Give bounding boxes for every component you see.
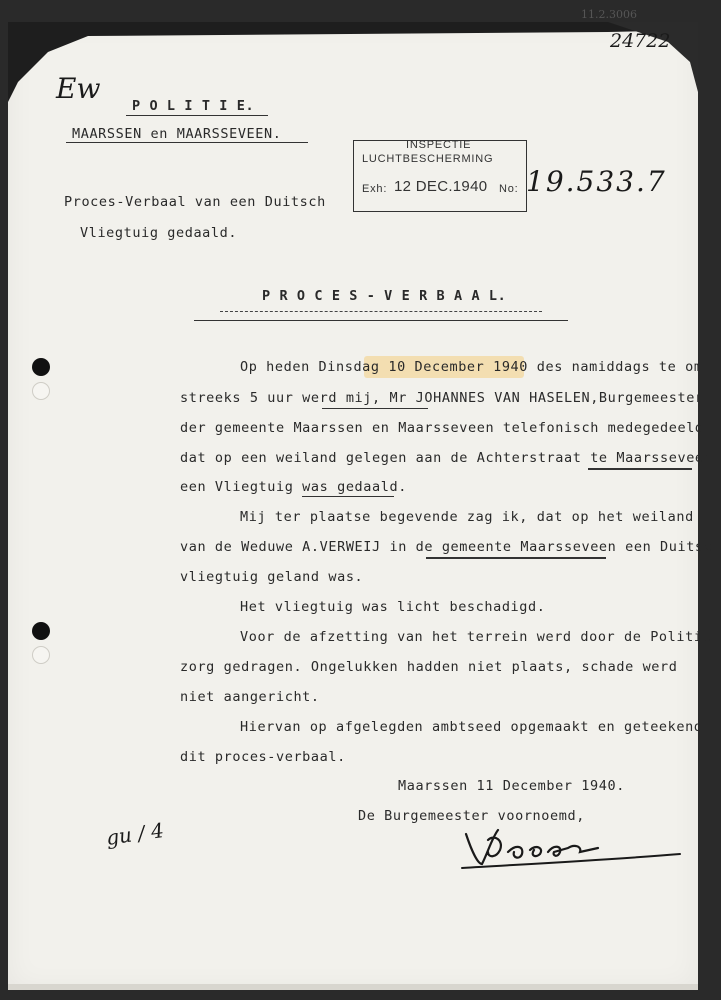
received-stamp — [353, 140, 527, 212]
archive-reference: 11.2.3006 — [581, 8, 637, 21]
body-p1-line-3: der gemeente Maarssen en Maarsseveen telefonisch medegedeeld — [180, 420, 704, 436]
body-p2-line-2: van de Weduwe A.VERWEIJ in de gemeente Maarsseveen een Duitsch — [180, 539, 721, 555]
stamp-number: 19.533.7 — [526, 165, 667, 198]
body-p2-line-3: vliegtuig geland was. — [180, 569, 364, 585]
gedaald-underline — [302, 496, 394, 497]
place-underline-2 — [426, 557, 606, 559]
stamp-no-label: No: — [499, 183, 519, 195]
document-page — [8, 8, 721, 990]
body-p1-line-2: streeks 5 uur werd mij, Mr JOHANNES VAN HASELEN,Burgemeester — [180, 390, 704, 406]
document-title: P R O C E S - V E R B A A L. — [262, 288, 507, 304]
header-municipality-underline — [66, 142, 308, 143]
body-p5-line-2: dit proces-verbaal. — [180, 749, 346, 765]
header-org-underline — [126, 115, 268, 116]
file-number: 24722 — [610, 30, 671, 52]
stamp-line-luchtbescherming: LUCHTBESCHERMING — [362, 153, 494, 165]
punch-hole-upper — [32, 358, 50, 376]
punch-hole-faint-lower — [32, 646, 50, 664]
title-underline — [194, 320, 568, 321]
stamp-line-inspectie: INSPECTIE — [406, 139, 472, 151]
body-p5-line-1: Hiervan op afgelegden ambtseed opgemaakt en geteekend — [240, 719, 703, 735]
body-p4-line-2: zorg gedragen. Ongelukken hadden niet plaats, schade werd — [180, 659, 678, 675]
subject-line-1: Proces-Verbaal van een Duitsch — [64, 194, 326, 210]
title-dashed-rule — [220, 311, 542, 312]
scan-shadow-top — [8, 22, 698, 102]
page-bottom-edge — [8, 984, 698, 990]
header-organization: P O L I T I E. — [132, 98, 255, 114]
subject-line-2: Vliegtuig gedaald. — [80, 225, 238, 241]
body-p1-line-5: een Vliegtuig was gedaald. — [180, 479, 407, 495]
stamp-exh-label: Exh: — [362, 183, 388, 195]
body-p3: Het vliegtuig was licht beschadigd. — [240, 599, 546, 615]
margin-handwritten-note: gu / 4 — [104, 818, 166, 850]
stamp-date: 12 DEC.1940 — [394, 178, 488, 195]
initials-top: Ew — [56, 72, 101, 105]
punch-hole-faint-upper — [32, 382, 50, 400]
punch-hole-lower — [32, 622, 50, 640]
signature-image — [448, 812, 688, 876]
header-municipality: MAARSSEN en MAARSSEVEEN. — [72, 126, 282, 142]
closing-place-date: Maarssen 11 December 1940. — [398, 778, 625, 794]
body-p4-line-1: Voor de afzetting van het terrein werd door de Politie — [240, 629, 712, 645]
closing-signatory: De Burgemeester voornoemd, — [358, 808, 585, 824]
name-underline — [322, 408, 428, 409]
body-p2-line-1: Mij ter plaatse begevende zag ik, dat op het weiland — [240, 509, 694, 525]
body-p1-line-4: dat op een weiland gelegen aan de Achterstraat te Maarsseveen — [180, 450, 713, 466]
body-p4-line-3: niet aangericht. — [180, 689, 320, 705]
body-p1-line-1: Op heden Dinsdag 10 December 1940 des namiddags te om- — [240, 359, 712, 375]
place-underline-1 — [588, 468, 692, 470]
